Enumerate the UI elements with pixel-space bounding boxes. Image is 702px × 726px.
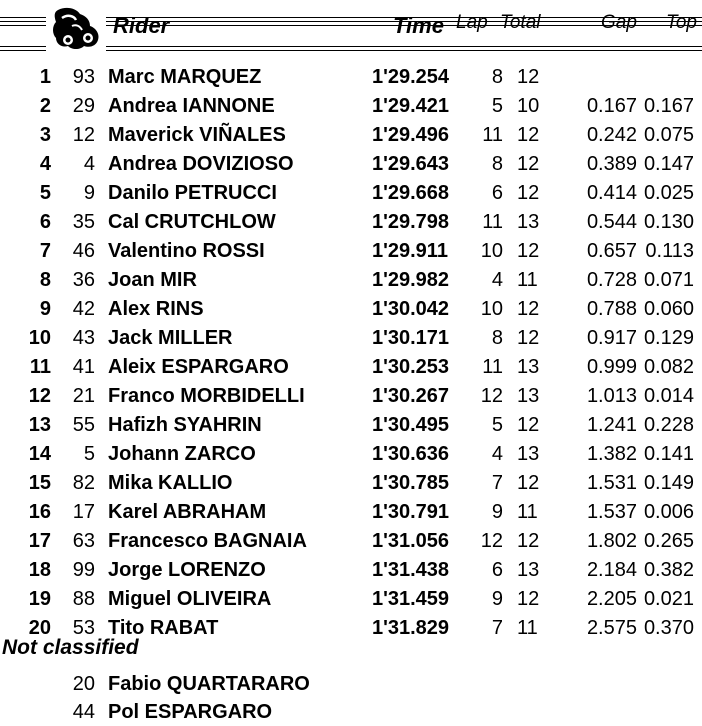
time-cell: 1'31.438 bbox=[372, 559, 450, 581]
name-cell: Tito RABAT bbox=[108, 617, 219, 639]
top-cell: 0.025 bbox=[643, 182, 694, 204]
num-cell: 44 bbox=[72, 701, 95, 723]
table-row bbox=[0, 469, 702, 497]
top-cell: 0.071 bbox=[643, 269, 694, 291]
table-row bbox=[0, 382, 702, 410]
pos-cell: 19 bbox=[28, 588, 51, 610]
pos-cell: 18 bbox=[28, 559, 51, 581]
top-cell: 0.006 bbox=[643, 501, 694, 523]
num-cell: 43 bbox=[72, 327, 95, 349]
name-cell: Mika KALLIO bbox=[108, 472, 233, 494]
name-cell: Karel ABRAHAM bbox=[108, 501, 267, 523]
pos-cell: 17 bbox=[28, 530, 51, 552]
lap-cell: 5 bbox=[491, 95, 503, 117]
table-row bbox=[0, 208, 702, 236]
gap-cell: 0.414 bbox=[586, 182, 637, 204]
pos-cell: 8 bbox=[39, 269, 51, 291]
pos-cell: 4 bbox=[39, 153, 51, 175]
time-cell: 1'30.791 bbox=[372, 501, 450, 523]
time-column-header: Time bbox=[393, 13, 444, 38]
name-cell: Pol ESPARGARO bbox=[108, 701, 273, 723]
top-cell: 0.075 bbox=[643, 124, 694, 146]
name-cell: Aleix ESPARGARO bbox=[108, 356, 289, 378]
num-cell: 82 bbox=[72, 472, 95, 494]
top-cell: 0.130 bbox=[643, 211, 694, 233]
total-cell: 13 bbox=[517, 443, 540, 465]
time-cell: 1'29.798 bbox=[372, 211, 450, 233]
num-cell: 20 bbox=[72, 673, 95, 695]
time-cell: 1'29.254 bbox=[372, 66, 450, 88]
table-row bbox=[0, 179, 702, 207]
time-cell: 1'30.267 bbox=[372, 385, 450, 407]
top-cell: 0.021 bbox=[643, 588, 694, 610]
total-cell: 12 bbox=[517, 66, 540, 88]
total-cell: 12 bbox=[517, 182, 540, 204]
top-cell: 0.147 bbox=[643, 153, 694, 175]
total-cell: 13 bbox=[517, 385, 540, 407]
gap-cell: 1.537 bbox=[586, 501, 637, 523]
total-cell: 10 bbox=[517, 95, 540, 117]
name-cell: Miguel OLIVEIRA bbox=[108, 588, 272, 610]
time-cell: 1'29.982 bbox=[372, 269, 450, 291]
pos-cell: 2 bbox=[39, 95, 51, 117]
top-cell: 0.265 bbox=[643, 530, 694, 552]
table-row bbox=[0, 411, 702, 439]
name-cell: Jorge LORENZO bbox=[108, 559, 266, 581]
table-row bbox=[0, 266, 702, 294]
name-cell: Jack MILLER bbox=[108, 327, 233, 349]
num-cell: 12 bbox=[72, 124, 95, 146]
top-cell: 0.141 bbox=[643, 443, 694, 465]
gap-cell: 0.544 bbox=[586, 211, 637, 233]
top-cell: 0.014 bbox=[643, 385, 694, 407]
table-row bbox=[0, 237, 702, 265]
num-cell: 41 bbox=[72, 356, 95, 378]
total-cell: 12 bbox=[517, 588, 540, 610]
top-cell: 0.113 bbox=[645, 240, 694, 262]
table-row bbox=[0, 353, 702, 381]
name-cell: Fabio QUARTARARO bbox=[108, 673, 310, 695]
lap-cell: 12 bbox=[480, 530, 503, 552]
num-cell: 35 bbox=[72, 211, 95, 233]
name-cell: Danilo PETRUCCI bbox=[108, 182, 277, 204]
gap-cell: 1.013 bbox=[586, 385, 637, 407]
time-cell: 1'29.668 bbox=[372, 182, 450, 204]
lap-cell: 8 bbox=[491, 327, 503, 349]
pos-cell: 3 bbox=[39, 124, 51, 146]
total-cell: 11 bbox=[517, 501, 538, 523]
time-cell: 1'30.785 bbox=[372, 472, 450, 494]
total-cell: 11 bbox=[517, 269, 538, 291]
gap-cell: 0.999 bbox=[586, 356, 637, 378]
total-cell: 13 bbox=[517, 211, 540, 233]
lap-cell: 11 bbox=[482, 211, 503, 233]
name-cell: Andrea DOVIZIOSO bbox=[108, 153, 294, 175]
time-cell: 1'29.643 bbox=[372, 153, 450, 175]
results-header bbox=[0, 0, 702, 52]
total-cell: 12 bbox=[517, 124, 540, 146]
name-cell: Johann ZARCO bbox=[108, 443, 256, 465]
pos-cell: 20 bbox=[28, 617, 51, 639]
pos-cell: 10 bbox=[28, 327, 51, 349]
pos-cell: 6 bbox=[39, 211, 51, 233]
top-cell: 0.082 bbox=[643, 356, 694, 378]
top-column-header: Top bbox=[666, 12, 697, 33]
num-cell: 42 bbox=[72, 298, 95, 320]
pos-cell: 5 bbox=[39, 182, 51, 204]
total-cell: 12 bbox=[517, 472, 540, 494]
top-cell: 0.382 bbox=[643, 559, 694, 581]
lap-cell: 6 bbox=[491, 559, 503, 581]
lap-cell: 8 bbox=[491, 153, 503, 175]
gap-cell: 2.575 bbox=[586, 617, 637, 639]
total-cell: 13 bbox=[517, 559, 540, 581]
lap-column-header: Lap bbox=[456, 12, 488, 33]
name-cell: Maverick VIÑALES bbox=[108, 124, 286, 146]
num-cell: 9 bbox=[83, 182, 95, 204]
total-cell: 12 bbox=[517, 298, 540, 320]
total-cell: 13 bbox=[517, 356, 540, 378]
time-cell: 1'29.496 bbox=[372, 124, 450, 146]
table-row bbox=[0, 150, 702, 178]
num-cell: 93 bbox=[72, 66, 95, 88]
name-cell: Cal CRUTCHLOW bbox=[108, 211, 276, 233]
lap-cell: 8 bbox=[491, 66, 503, 88]
lap-cell: 4 bbox=[491, 269, 503, 291]
name-cell: Marc MARQUEZ bbox=[108, 66, 262, 88]
name-cell: Alex RINS bbox=[108, 298, 204, 320]
num-cell: 55 bbox=[72, 414, 95, 436]
pos-cell: 16 bbox=[28, 501, 51, 523]
top-cell: 0.060 bbox=[643, 298, 694, 320]
top-cell: 0.228 bbox=[643, 414, 694, 436]
gap-cell: 0.389 bbox=[586, 153, 637, 175]
rider-column-header: Rider bbox=[113, 13, 170, 38]
total-cell: 12 bbox=[517, 240, 540, 262]
name-cell: Hafizh SYAHRIN bbox=[108, 414, 262, 436]
lap-cell: 11 bbox=[482, 356, 503, 378]
time-cell: 1'30.495 bbox=[372, 414, 450, 436]
lap-cell: 9 bbox=[491, 501, 503, 523]
name-cell: Andrea IANNONE bbox=[108, 95, 275, 117]
total-column-header: Total bbox=[500, 12, 541, 33]
gap-cell: 1.531 bbox=[586, 472, 637, 494]
not-classified-title: Not classified bbox=[2, 636, 139, 659]
time-cell: 1'31.056 bbox=[372, 530, 450, 552]
lap-cell: 6 bbox=[491, 182, 503, 204]
pos-cell: 13 bbox=[28, 414, 51, 436]
num-cell: 21 bbox=[72, 385, 95, 407]
gap-cell: 2.205 bbox=[586, 588, 637, 610]
total-cell: 12 bbox=[517, 153, 540, 175]
table-row bbox=[0, 498, 702, 526]
total-cell: 12 bbox=[517, 327, 540, 349]
num-cell: 46 bbox=[72, 240, 95, 262]
gap-cell: 1.241 bbox=[586, 414, 637, 436]
pos-cell: 12 bbox=[28, 385, 51, 407]
gap-cell: 0.728 bbox=[586, 269, 637, 291]
num-cell: 5 bbox=[83, 443, 95, 465]
name-cell: Joan MIR bbox=[108, 269, 197, 291]
num-cell: 88 bbox=[72, 588, 95, 610]
table-row bbox=[0, 63, 702, 91]
gap-cell: 0.917 bbox=[586, 327, 637, 349]
top-cell: 0.129 bbox=[643, 327, 694, 349]
top-cell: 0.370 bbox=[643, 617, 694, 639]
num-cell: 17 bbox=[72, 501, 95, 523]
lap-cell: 7 bbox=[491, 617, 503, 639]
table-row bbox=[0, 121, 702, 149]
table-row bbox=[0, 527, 702, 555]
top-cell: 0.149 bbox=[643, 472, 694, 494]
name-cell: Francesco BAGNAIA bbox=[108, 530, 307, 552]
table-row bbox=[0, 440, 702, 468]
table-row bbox=[0, 585, 702, 613]
pos-cell: 11 bbox=[29, 356, 51, 378]
total-cell: 12 bbox=[517, 414, 540, 436]
num-cell: 4 bbox=[83, 153, 95, 175]
num-cell: 53 bbox=[72, 617, 95, 639]
table-row bbox=[0, 92, 702, 120]
pos-cell: 15 bbox=[28, 472, 51, 494]
gap-cell: 0.657 bbox=[586, 240, 637, 262]
table-row bbox=[0, 324, 702, 352]
time-cell: 1'30.253 bbox=[372, 356, 450, 378]
lap-cell: 7 bbox=[491, 472, 503, 494]
time-cell: 1'29.911 bbox=[372, 240, 448, 262]
gap-cell: 2.184 bbox=[586, 559, 637, 581]
gap-cell: 0.167 bbox=[586, 95, 637, 117]
not-classified-row bbox=[0, 670, 702, 698]
table-row bbox=[0, 295, 702, 323]
lap-cell: 4 bbox=[491, 443, 503, 465]
time-cell: 1'31.459 bbox=[372, 588, 450, 610]
time-cell: 1'30.636 bbox=[372, 443, 450, 465]
gap-cell: 0.788 bbox=[586, 298, 637, 320]
table-row bbox=[0, 556, 702, 584]
lap-cell: 9 bbox=[491, 588, 503, 610]
top-cell: 0.167 bbox=[643, 95, 694, 117]
num-cell: 29 bbox=[72, 95, 95, 117]
lap-cell: 5 bbox=[491, 414, 503, 436]
name-cell: Valentino ROSSI bbox=[108, 240, 265, 262]
pos-cell: 14 bbox=[28, 443, 51, 465]
num-cell: 99 bbox=[72, 559, 95, 581]
pos-cell: 7 bbox=[39, 240, 51, 262]
pos-cell: 1 bbox=[39, 66, 51, 88]
name-cell: Franco MORBIDELLI bbox=[108, 385, 305, 407]
total-cell: 11 bbox=[517, 617, 538, 639]
time-cell: 1'30.042 bbox=[372, 298, 450, 320]
gap-column-header: Gap bbox=[601, 12, 637, 33]
gap-cell: 1.382 bbox=[586, 443, 637, 465]
motorcycle-logo-icon bbox=[46, 4, 106, 52]
gap-cell: 1.802 bbox=[586, 530, 637, 552]
gap-cell: 0.242 bbox=[586, 124, 637, 146]
not-classified-row bbox=[0, 698, 702, 726]
time-cell: 1'30.171 bbox=[372, 327, 450, 349]
total-cell: 12 bbox=[517, 530, 540, 552]
time-cell: 1'31.829 bbox=[372, 617, 450, 639]
pos-cell: 9 bbox=[39, 298, 51, 320]
num-cell: 63 bbox=[72, 530, 95, 552]
time-cell: 1'29.421 bbox=[372, 95, 450, 117]
lap-cell: 12 bbox=[480, 385, 503, 407]
lap-cell: 10 bbox=[480, 240, 503, 262]
num-cell: 36 bbox=[72, 269, 95, 291]
lap-cell: 11 bbox=[482, 124, 503, 146]
lap-cell: 10 bbox=[480, 298, 503, 320]
